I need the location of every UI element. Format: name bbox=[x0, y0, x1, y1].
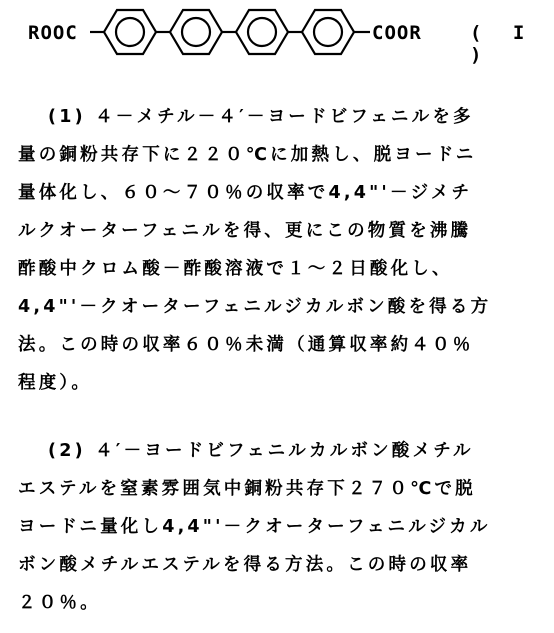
text-line: 4,4"'－クオーターフェニルジカルボン酸を得る方 bbox=[18, 297, 492, 317]
formula-label: ( I ) bbox=[470, 22, 535, 66]
text-line: エステルを窒素雰囲気中銅粉共存下２７０℃で脱 bbox=[18, 479, 476, 499]
chemical-formula bbox=[0, 0, 554, 80]
text-line: 酢酸中クロム酸－酢酸溶液で１～２日酸化し、 bbox=[18, 259, 453, 279]
text-line: (1) ４－メチル－４′－ヨードビフェニルを多 bbox=[48, 107, 474, 127]
text-line: 法。この時の収率６０％未満（通算収率約４０％ bbox=[18, 335, 474, 355]
text-line: ヨードニ量化し4,4"'－クオーターフェニルジカル bbox=[18, 517, 491, 537]
right-substituent: COOR bbox=[372, 22, 422, 44]
paragraph-method-1 bbox=[18, 98, 542, 402]
text-line: (2) ４′－ヨードビフェニルカルボン酸メチル bbox=[48, 441, 474, 461]
text-line: 量の銅粉共存下に２２０℃に加熱し、脱ヨードニ bbox=[18, 145, 477, 165]
text-line: 程度）。 bbox=[18, 373, 93, 393]
text-line: 量体化し、６０～７０％の収率で4,4"'－ジメチ bbox=[18, 183, 473, 203]
text-line: ルクオーターフェニルを得、更にこの物質を沸騰 bbox=[18, 221, 472, 241]
text-line: ２０％。 bbox=[18, 593, 101, 613]
left-substituent: ROOC bbox=[28, 22, 78, 44]
text-line: ボン酸メチルエステルを得る方法。この時の収率 bbox=[18, 555, 472, 575]
paragraph-method-2 bbox=[18, 432, 542, 622]
